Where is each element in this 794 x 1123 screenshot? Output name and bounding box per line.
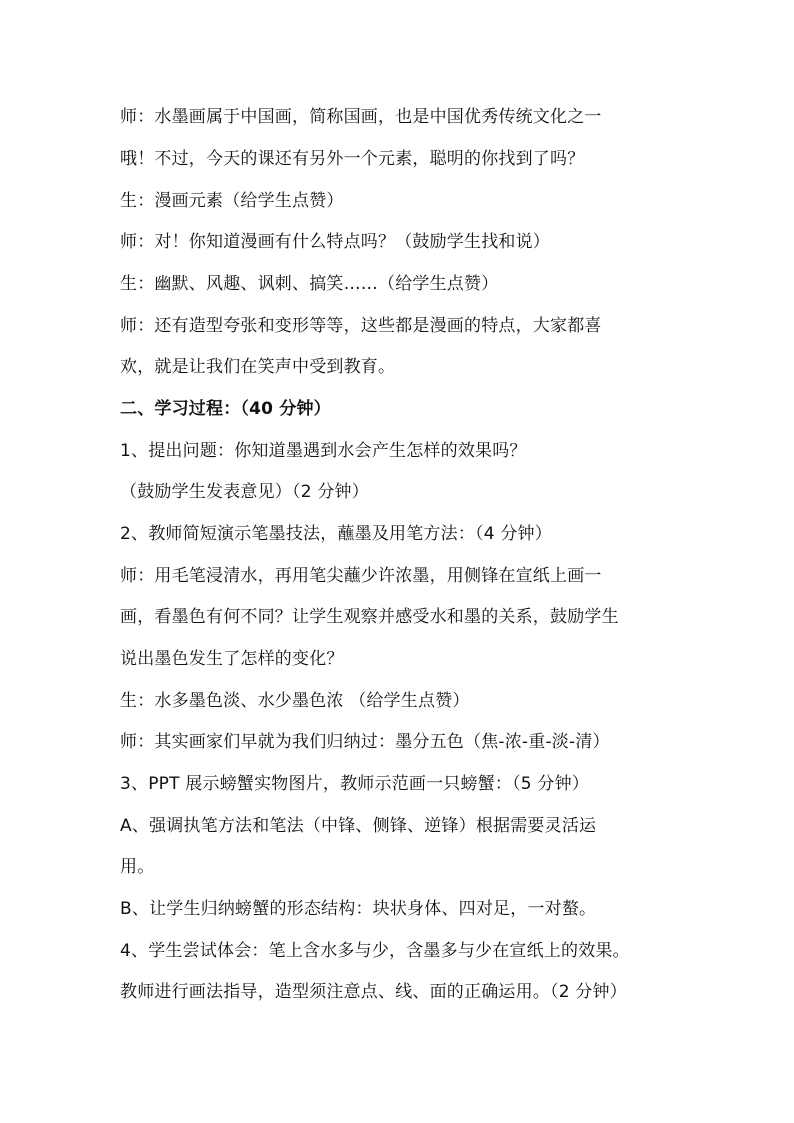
text-line: 师：水墨画属于中国画，简称国画，也是中国优秀传统文化之一: [120, 107, 602, 127]
text-line: 说出墨色发生了怎样的变化？: [120, 649, 344, 669]
text-line: 师：还有造型夸张和变形等等，这些都是漫画的特点，大家都喜: [120, 316, 602, 336]
text-line: 生：幽默、风趣、讽刺、搞笑……（给学生点赞）: [120, 274, 499, 294]
text-line: 师：用毛笔浸清水，再用笔尖蘸少许浓墨，用侧锋在宣纸上画一: [120, 566, 602, 586]
text-line: 生：漫画元素（给学生点赞）: [120, 191, 344, 211]
text-line: （鼓励学生发表意见）（2 分钟）: [120, 482, 369, 502]
text-line: 欢，就是让我们在笑声中受到教育。: [120, 357, 396, 377]
section-heading: 二、学习过程：（40 分钟）: [120, 399, 331, 419]
text-line: 2、教师简短演示笔墨技法，蘸墨及用笔方法：（4 分钟）: [120, 524, 552, 544]
text-line: 师：其实画家们早就为我们归纳过：墨分五色（焦-浓-重-淡-清）: [120, 732, 610, 752]
text-line: 生：水多墨色淡、水少墨色浓 （给学生点赞）: [120, 691, 470, 711]
text-line: 用。: [120, 857, 155, 877]
text-line: B、让学生归纳螃蟹的形态结构：块状身体、四对足，一对螯。: [120, 899, 597, 919]
text-line: 4、学生尝试体会：笔上含水多与少，含墨多与少在宣纸上的效果。: [120, 941, 630, 961]
text-line: A、强调执笔方法和笔法（中锋、侧锋、逆锋）根据需要灵活运: [120, 816, 597, 836]
text-line: 3、PPT 展示螃蟹实物图片，教师示范画一只螃蟹：（5 分钟）: [120, 774, 590, 794]
text-line: 画，看墨色有何不同？让学生观察并感受水和墨的关系，鼓励学生: [120, 607, 619, 627]
text-line: 师：对！你知道漫画有什么特点吗？（鼓励学生找和说）: [120, 232, 550, 252]
text-line: 哦！不过，今天的课还有另外一个元素，聪明的你找到了吗？: [120, 149, 585, 169]
text-line: 1、提出问题：你知道墨遇到水会产生怎样的效果吗？: [120, 441, 527, 461]
text-line: 教师进行画法指导，造型须注意点、线、面的正确运用。（2 分钟）: [120, 982, 627, 1002]
